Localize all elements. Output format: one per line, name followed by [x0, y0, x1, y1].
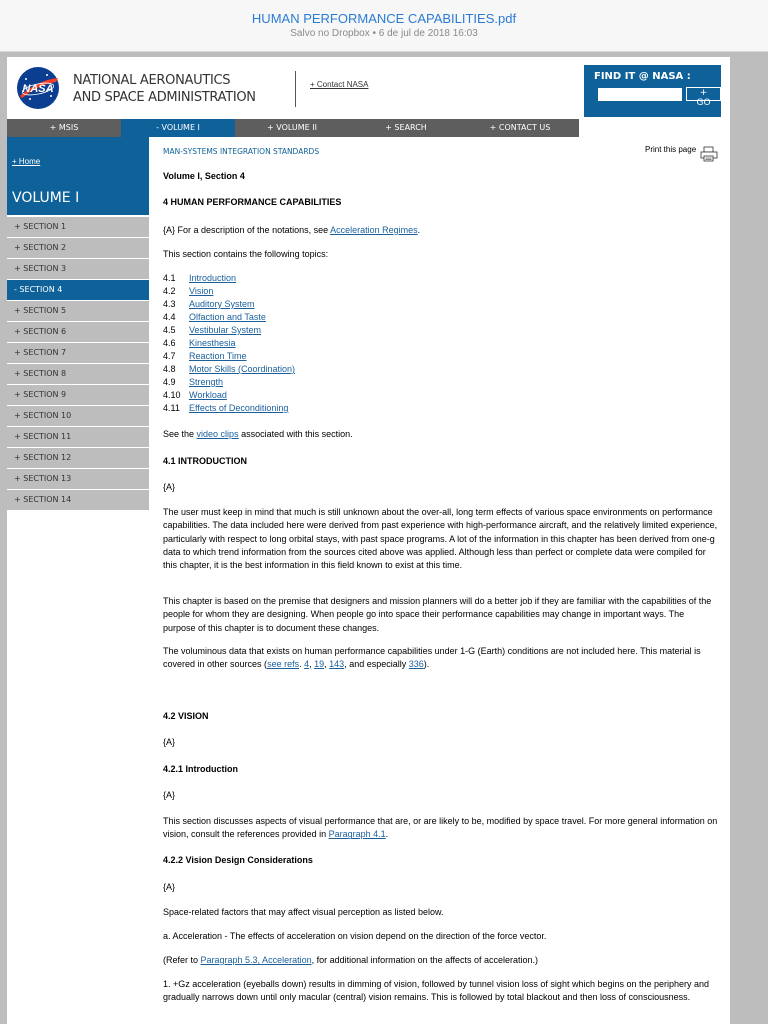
ref-19-link[interactable]: 19 [314, 659, 325, 670]
design-heading: 4.2.2 Vision Design Considerations [163, 855, 313, 865]
file-name[interactable]: HUMAN PERFORMANCE CAPABILITIES.pdf [251, 11, 517, 26]
toc-item[interactable]: 4.9 Strength [163, 377, 224, 387]
section-list [7, 217, 149, 511]
intro-tag: {A} [163, 482, 176, 492]
svg-text:NASA: NASA [22, 83, 54, 95]
vision-intro-tag: {A} [163, 790, 176, 800]
sidebar-item-section-10[interactable]: + SECTION 10 [7, 406, 149, 426]
nasa-logo-icon[interactable] [16, 66, 60, 110]
ref-4-link[interactable]: 4 [304, 659, 310, 670]
nav-msis[interactable]: + MSIS [49, 123, 79, 132]
toc-item[interactable]: 4.2 Vision [163, 286, 214, 296]
sidebar-item-section-11[interactable]: + SECTION 11 [7, 427, 149, 447]
printer-icon[interactable] [700, 146, 718, 162]
toc-item[interactable]: 4.8 Motor Skills (Coordination) [163, 364, 296, 374]
left-sidebar [7, 137, 149, 517]
nav-volume-2[interactable]: + VOLUME II [266, 123, 317, 132]
toc-item[interactable]: 4.5 Vestibular System [163, 325, 262, 335]
sidebar-item-section-2[interactable]: + SECTION 2 [7, 238, 149, 258]
document-page [7, 57, 730, 1024]
sidebar-item-section-3[interactable]: + SECTION 3 [7, 259, 149, 279]
design-tag: {A} [163, 882, 176, 892]
sidebar-item-section-1[interactable]: + SECTION 1 [7, 217, 149, 237]
design-paragraph-1: Space-related factors that may affect visual perception as listed below. [163, 907, 444, 917]
standards-title[interactable]: MAN-SYSTEMS INTEGRATION STANDARDS [163, 147, 320, 156]
findit-search-input[interactable] [598, 88, 682, 101]
volume-header-box [7, 137, 149, 215]
paragraph-4-1-link[interactable]: Paragraph 4.1 [328, 829, 386, 840]
ref-336-link[interactable]: 336 [408, 659, 424, 670]
intro-paragraph-2: This chapter is based on the premise that designers and mission planners will do a better job if they are familiar with the capabilities of the people for whom they are designing. When people go into space their performance capabilities may change in important ways. The purpose of this chapter is to document these changes. [163, 596, 712, 633]
nav-search[interactable]: + SEARCH [385, 123, 427, 132]
findit-go-button[interactable]: + GO [686, 87, 721, 101]
sidebar-item-section-6[interactable]: + SECTION 6 [7, 322, 149, 342]
volume-title: VOLUME I [12, 190, 80, 206]
nasa-header [7, 57, 730, 119]
design-paragraph-4: 1. +Gz acceleration (eyeballs down) results in dimming of vision, followed by tunnel vision loss of sight which begins on the periphery and gradually narrows down until only macular (central) vision remains. This is followed by total blackout and then loss of consciousness. [163, 979, 710, 1003]
toc-item[interactable]: 4.7 Reaction Time [163, 351, 247, 361]
nav-volume-1[interactable]: - VOLUME I [121, 119, 235, 137]
print-page[interactable] [645, 142, 718, 162]
agency-line-1: NATIONAL AERONAUTICS [73, 73, 231, 88]
print-label[interactable]: Print this page [645, 145, 697, 154]
vision-heading: 4.2 VISION [163, 711, 209, 721]
sidebar-item-section-14[interactable]: + SECTION 14 [7, 490, 149, 510]
sidebar-item-section-4[interactable]: - SECTION 4 [7, 280, 149, 300]
design-paragraph-3: (Refer to Paragraph 5.3, Acceleration, for additional information on the affects of acceleration.) [163, 955, 539, 965]
notation-note: {A} For a description of the notations, see Acceleration Regimes. [163, 225, 421, 235]
intro-paragraph-3: The voluminous data that exists on human performance capabilities under 1-G (Earth) conditions are not included here. This material is covered in other sources (see refs. 4, 19, 143, and especially 336). [163, 646, 701, 670]
agency-name [73, 72, 256, 106]
sidebar-item-section-7[interactable]: + SECTION 7 [7, 343, 149, 363]
sidebar-item-section-5[interactable]: + SECTION 5 [7, 301, 149, 321]
intro-heading: 4.1 INTRODUCTION [163, 456, 248, 466]
vision-tag: {A} [163, 737, 176, 747]
contact-nasa-link[interactable]: + Contact NASA [310, 80, 369, 89]
viewer-header [0, 0, 768, 52]
volume-section-heading: Volume I, Section 4 [163, 171, 245, 181]
see-refs-link[interactable]: see refs [267, 659, 300, 670]
top-nav [7, 119, 579, 137]
topics-intro: This section contains the following topics: [163, 249, 329, 259]
paragraph-5-3-link[interactable]: Paragraph 5.3, Acceleration [200, 955, 312, 965]
vision-paragraph-1: This section discusses aspects of visual performance that are, or are likely to be, modified by space travel. For more general information on vision, consult the references provided in Paragraph 4.1. [163, 816, 718, 840]
findit-label: FIND IT @ NASA : [594, 71, 691, 82]
sidebar-item-section-13[interactable]: + SECTION 13 [7, 469, 149, 489]
toc-item[interactable]: 4.3 Auditory System [163, 299, 255, 309]
intro-paragraph-1: The user must keep in mind that much is still unknown about the over-all, long term effects of various space environments on performance capabilities. The data included here were derived from past experience with high-performance aircraft, and the relatively limited experience, particularly with respect to long orbital stays, with past space programs. A lot of the information in this chapter has been derived from one-g data to which trend information from the sources cited above was applied. Although less than perfect or complete data were compiled for this chapter, it is the best information in this field known to exist at this time. [163, 507, 718, 571]
video-clips-link[interactable]: video clips [196, 429, 239, 439]
ref-143-link[interactable]: 143 [329, 659, 345, 670]
sidebar-item-section-9[interactable]: + SECTION 9 [7, 385, 149, 405]
header-divider [295, 71, 296, 107]
nav-contact-us[interactable]: + CONTACT US [489, 123, 551, 132]
sidebar-item-section-8[interactable]: + SECTION 8 [7, 364, 149, 384]
topics-list [163, 272, 719, 415]
sidebar-item-section-12[interactable]: + SECTION 12 [7, 448, 149, 468]
toc-item[interactable]: 4.10 Workload [163, 390, 227, 400]
toc-item[interactable]: 4.4 Olfaction and Taste [163, 312, 266, 322]
acceleration-regimes-link[interactable]: Acceleration Regimes [330, 225, 418, 235]
chapter-title: 4 HUMAN PERFORMANCE CAPABILITIES [163, 197, 342, 207]
video-clips-note: See the video clips associated with this section. [163, 429, 353, 439]
design-paragraph-2: a. Acceleration - The effects of acceleration on vision depend on the direction of the force vector. [163, 931, 547, 941]
home-link[interactable]: + Home [12, 157, 41, 166]
saved-info: Salvo no Dropbox • 6 de jul de 2018 16:03 [290, 28, 478, 39]
toc-item[interactable]: 4.11 Effects of Deconditioning [163, 403, 289, 413]
findit-box [584, 65, 721, 117]
agency-line-2: AND SPACE ADMINISTRATION [73, 90, 256, 105]
toc-item[interactable]: 4.1 Introduction [163, 273, 237, 283]
toc-item[interactable]: 4.6 Kinesthesia [163, 338, 236, 348]
vision-intro-heading: 4.2.1 Introduction [163, 764, 239, 774]
